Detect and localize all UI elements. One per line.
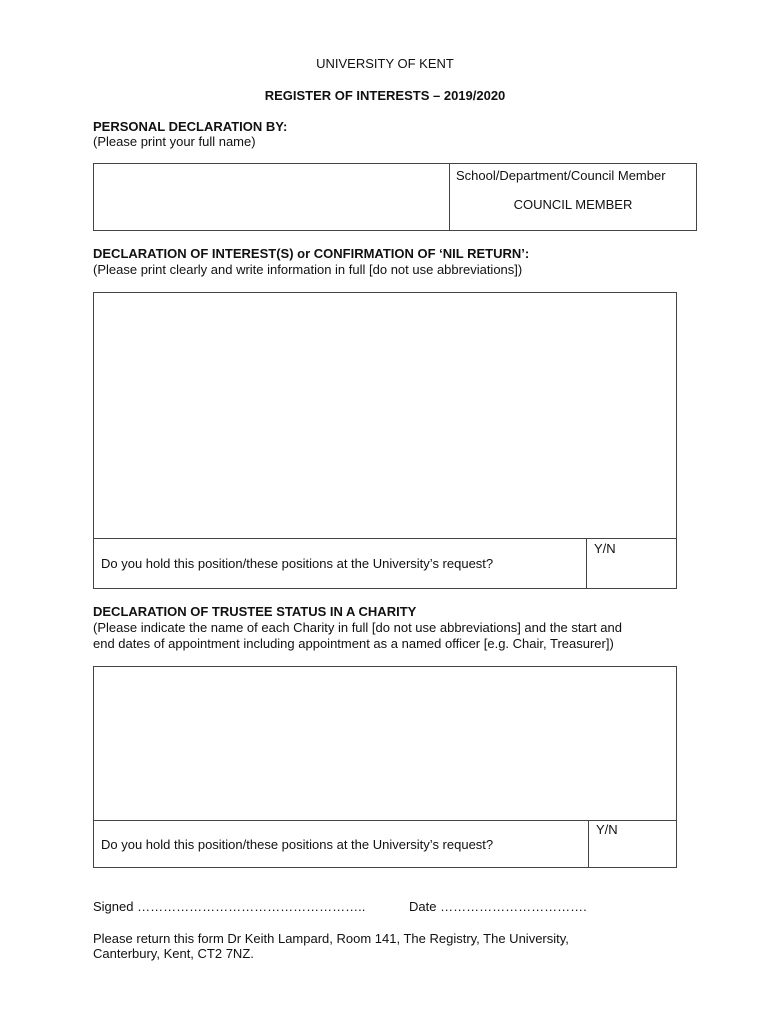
interests-table bbox=[93, 292, 677, 589]
signed-line[interactable]: Signed …………………………………………….. bbox=[93, 899, 366, 914]
trustee-text-area[interactable] bbox=[94, 667, 676, 820]
interests-heading: DECLARATION OF INTEREST(S) or CONFIRMATION OF ‘NIL RETURN’: bbox=[93, 246, 530, 261]
trustee-request-question: Do you hold this position/these positions at the University’s request? bbox=[101, 837, 494, 852]
trustee-heading: DECLARATION OF TRUSTEE STATUS IN A CHARITY bbox=[93, 604, 417, 619]
return-instructions-line1: Please return this form Dr Keith Lampard, Room 141, The Registry, The University, bbox=[93, 931, 569, 946]
department-label: School/Department/Council Member bbox=[456, 168, 666, 183]
interests-instruction: (Please print clearly and write information in full [do not use abbreviations]) bbox=[93, 262, 523, 277]
date-line[interactable]: Date ……………………………. bbox=[409, 899, 587, 914]
interests-yn-field[interactable] bbox=[587, 557, 676, 587]
return-instructions-line2: Canterbury, Kent, CT2 7NZ. bbox=[93, 946, 254, 961]
university-name: UNIVERSITY OF KENT bbox=[316, 56, 454, 71]
department-value: COUNCIL MEMBER bbox=[513, 197, 633, 212]
trustee-yn-field[interactable] bbox=[589, 838, 676, 867]
row-divider bbox=[94, 538, 676, 539]
interests-text-area[interactable] bbox=[94, 293, 676, 538]
trustee-instruction-line1: (Please indicate the name of each Charity in full [do not use abbreviations] and the start and bbox=[93, 620, 622, 635]
trustee-table bbox=[93, 666, 677, 868]
trustee-instruction-line2: end dates of appointment including appointment as a named officer [e.g. Chair, Treasurer]) bbox=[93, 636, 614, 651]
interests-yn-label: Y/N bbox=[594, 541, 616, 556]
personal-declaration-heading: PERSONAL DECLARATION BY: bbox=[93, 119, 288, 134]
full-name-field[interactable] bbox=[94, 164, 449, 230]
interests-request-question: Do you hold this position/these positions at the University’s request? bbox=[101, 556, 494, 571]
personal-declaration-instruction: (Please print your full name) bbox=[93, 134, 256, 149]
personal-details-table bbox=[93, 163, 697, 231]
register-title: REGISTER OF INTERESTS – 2019/2020 bbox=[264, 88, 506, 103]
trustee-yn-label: Y/N bbox=[596, 822, 618, 837]
